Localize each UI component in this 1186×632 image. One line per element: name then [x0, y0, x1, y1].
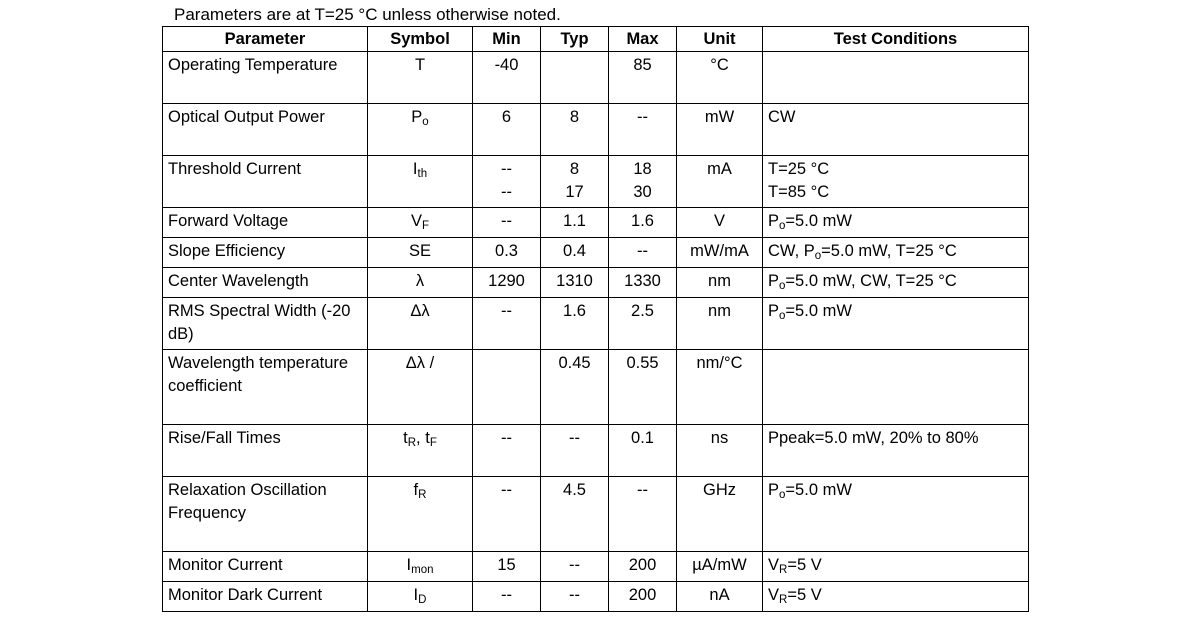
cell-symbol [368, 582, 473, 612]
cell-parameter: Monitor Dark Current [163, 582, 368, 612]
cell-unit: µA/mW [677, 552, 763, 582]
column-header-unit: Unit [677, 27, 763, 52]
cell-min: 0.3 [473, 238, 541, 268]
cell-min: -- [473, 582, 541, 612]
cell-unit: V [677, 208, 763, 238]
cell-conditions [763, 156, 1029, 208]
column-header-typ: Typ [541, 27, 609, 52]
cell-symbol: λ [368, 268, 473, 298]
cell-parameter: Optical Output Power [163, 104, 368, 156]
cell-unit: nm/°C [677, 350, 763, 425]
conditions-subscript: o [814, 250, 822, 262]
conditions-base: V [768, 586, 780, 604]
table-row [163, 268, 1029, 298]
cell-min: 15 [473, 552, 541, 582]
symbol-subscript: F [421, 220, 430, 232]
conditions-rest: =5.0 mW [785, 212, 852, 230]
conditions-subscript: R [779, 564, 788, 576]
symbol-base: V [410, 212, 422, 230]
symbol-base: I [406, 556, 412, 574]
conditions-base: CW, P [768, 242, 815, 260]
cell-symbol: Δλ [368, 298, 473, 350]
cell-parameter: Center Wavelength [163, 268, 368, 298]
cell-unit: mW [677, 104, 763, 156]
column-header-test-conditions: Test Conditions [763, 27, 1029, 52]
symbol-subscript: mon [411, 564, 434, 576]
cell-parameter: Rise/Fall Times [163, 425, 368, 477]
cell-min-line1: -- [501, 160, 512, 178]
symbol-base: I [412, 160, 418, 178]
cell-unit: nA [677, 582, 763, 612]
conditions-rest: =5.0 mW [785, 481, 852, 499]
cell-unit: °C [677, 52, 763, 104]
cell-typ: 8 [541, 104, 609, 156]
cell-max: 2.5 [609, 298, 677, 350]
cell-conditions [763, 208, 1029, 238]
cell-conditions [763, 268, 1029, 298]
column-header-symbol: Symbol [368, 27, 473, 52]
table-row [163, 425, 1029, 477]
cell-parameter: Threshold Current [163, 156, 368, 208]
column-header-max: Max [609, 27, 677, 52]
cell-conditions: Ppeak=5.0 mW, 20% to 80% [763, 425, 1029, 477]
spec-table-container [162, 26, 1028, 612]
conditions-rest: =5 V [787, 586, 822, 604]
table-row [163, 298, 1029, 350]
cell-min: -- [473, 425, 541, 477]
table-row [163, 208, 1029, 238]
cell-parameter: Monitor Current [163, 552, 368, 582]
cell-parameter: Slope Efficiency [163, 238, 368, 268]
conditions-base: P [768, 302, 780, 320]
cell-typ: 1310 [541, 268, 609, 298]
cell-conditions [763, 298, 1029, 350]
table-row [163, 156, 1029, 208]
cell-symbol [368, 156, 473, 208]
table-row [163, 477, 1029, 552]
cell-parameter: Operating Temperature [163, 52, 368, 104]
symbol-base: P [411, 108, 423, 126]
cell-parameter: Relaxation Oscillation Frequency [163, 477, 368, 552]
column-header-min: Min [473, 27, 541, 52]
cell-symbol [368, 425, 473, 477]
cell-typ-line2: 17 [565, 183, 584, 201]
symbol-subscript: th [417, 168, 428, 180]
conditions-base: P [768, 272, 780, 290]
cell-typ: 0.4 [541, 238, 609, 268]
cell-min: -- [473, 208, 541, 238]
cell-conditions [763, 350, 1029, 425]
cell-max: -- [609, 238, 677, 268]
conditions-base: P [768, 481, 780, 499]
cell-symbol: T [368, 52, 473, 104]
cell-conditions [763, 238, 1029, 268]
cell-unit: nm [677, 268, 763, 298]
symbol-rest: , t [416, 429, 430, 447]
cell-typ [541, 156, 609, 208]
symbol-subscript: o [422, 116, 429, 128]
cell-max: 85 [609, 52, 677, 104]
table-note: Parameters are at T=25 °C unless otherwise noted. [174, 5, 561, 24]
cell-typ: -- [541, 552, 609, 582]
cell-symbol: Δλ / [368, 350, 473, 425]
column-header-parameter: Parameter [163, 27, 368, 52]
table-row [163, 350, 1029, 425]
symbol-base: I [413, 586, 419, 604]
cell-max: 1.6 [609, 208, 677, 238]
cell-min [473, 350, 541, 425]
symbol-subscript: D [418, 594, 427, 606]
cell-conditions [763, 52, 1029, 104]
cell-max: 0.55 [609, 350, 677, 425]
cell-min [473, 156, 541, 208]
conditions-subscript: o [779, 310, 786, 322]
cell-min: -- [473, 298, 541, 350]
table-row [163, 552, 1029, 582]
cell-max [609, 156, 677, 208]
conditions-rest: =5.0 mW [785, 302, 852, 320]
cell-conditions [763, 477, 1029, 552]
conditions-subscript: o [779, 220, 786, 232]
cell-max: 0.1 [609, 425, 677, 477]
cell-conditions-line2: T=85 °C [768, 183, 830, 201]
symbol-base: t [403, 429, 408, 447]
cell-min: 6 [473, 104, 541, 156]
cell-typ: -- [541, 425, 609, 477]
cell-unit: GHz [677, 477, 763, 552]
conditions-base: V [768, 556, 780, 574]
cell-conditions [763, 552, 1029, 582]
symbol-base: f [413, 481, 419, 499]
conditions-rest: =5 V [787, 556, 822, 574]
cell-max: 200 [609, 582, 677, 612]
cell-typ: -- [541, 582, 609, 612]
cell-min: 1290 [473, 268, 541, 298]
cell-symbol [368, 552, 473, 582]
conditions-base: P [768, 212, 780, 230]
conditions-rest: =5.0 mW, T=25 °C [821, 242, 957, 260]
cell-max: -- [609, 104, 677, 156]
cell-parameter: Forward Voltage [163, 208, 368, 238]
conditions-subscript: R [779, 594, 788, 606]
conditions-subscript: o [779, 489, 786, 501]
cell-unit: mW/mA [677, 238, 763, 268]
cell-conditions [763, 582, 1029, 612]
cell-parameter: Wavelength temperature coefficient [163, 350, 368, 425]
table-row [163, 104, 1029, 156]
table-row [163, 52, 1029, 104]
cell-typ-line1: 8 [569, 160, 580, 178]
cell-unit: nm [677, 298, 763, 350]
symbol-subscript-2: F [429, 437, 437, 449]
cell-symbol [368, 477, 473, 552]
cell-typ [541, 52, 609, 104]
cell-typ: 0.45 [541, 350, 609, 425]
cell-min-line2: -- [501, 183, 512, 201]
cell-parameter: RMS Spectral Width (-20 dB) [163, 298, 368, 350]
table-header-row [163, 27, 1029, 52]
cell-symbol: SE [368, 238, 473, 268]
cell-min: -- [473, 477, 541, 552]
cell-max-line2: 30 [633, 183, 652, 201]
cell-max: 200 [609, 552, 677, 582]
cell-conditions-line1: T=25 °C [768, 160, 830, 178]
cell-max-line1: 18 [633, 160, 652, 178]
conditions-subscript: o [779, 280, 786, 292]
table-row [163, 238, 1029, 268]
cell-unit: mA [677, 156, 763, 208]
conditions-rest: =5.0 mW, CW, T=25 °C [785, 272, 957, 290]
cell-max: 1330 [609, 268, 677, 298]
specification-table [162, 26, 1029, 612]
table-row [163, 582, 1029, 612]
cell-conditions: CW [763, 104, 1029, 156]
cell-symbol [368, 104, 473, 156]
cell-typ: 1.6 [541, 298, 609, 350]
cell-max: -- [609, 477, 677, 552]
cell-min: -40 [473, 52, 541, 104]
symbol-subscript: R [407, 437, 417, 449]
cell-unit: ns [677, 425, 763, 477]
cell-typ: 1.1 [541, 208, 609, 238]
cell-typ: 4.5 [541, 477, 609, 552]
symbol-subscript: R [418, 489, 427, 501]
cell-symbol [368, 208, 473, 238]
